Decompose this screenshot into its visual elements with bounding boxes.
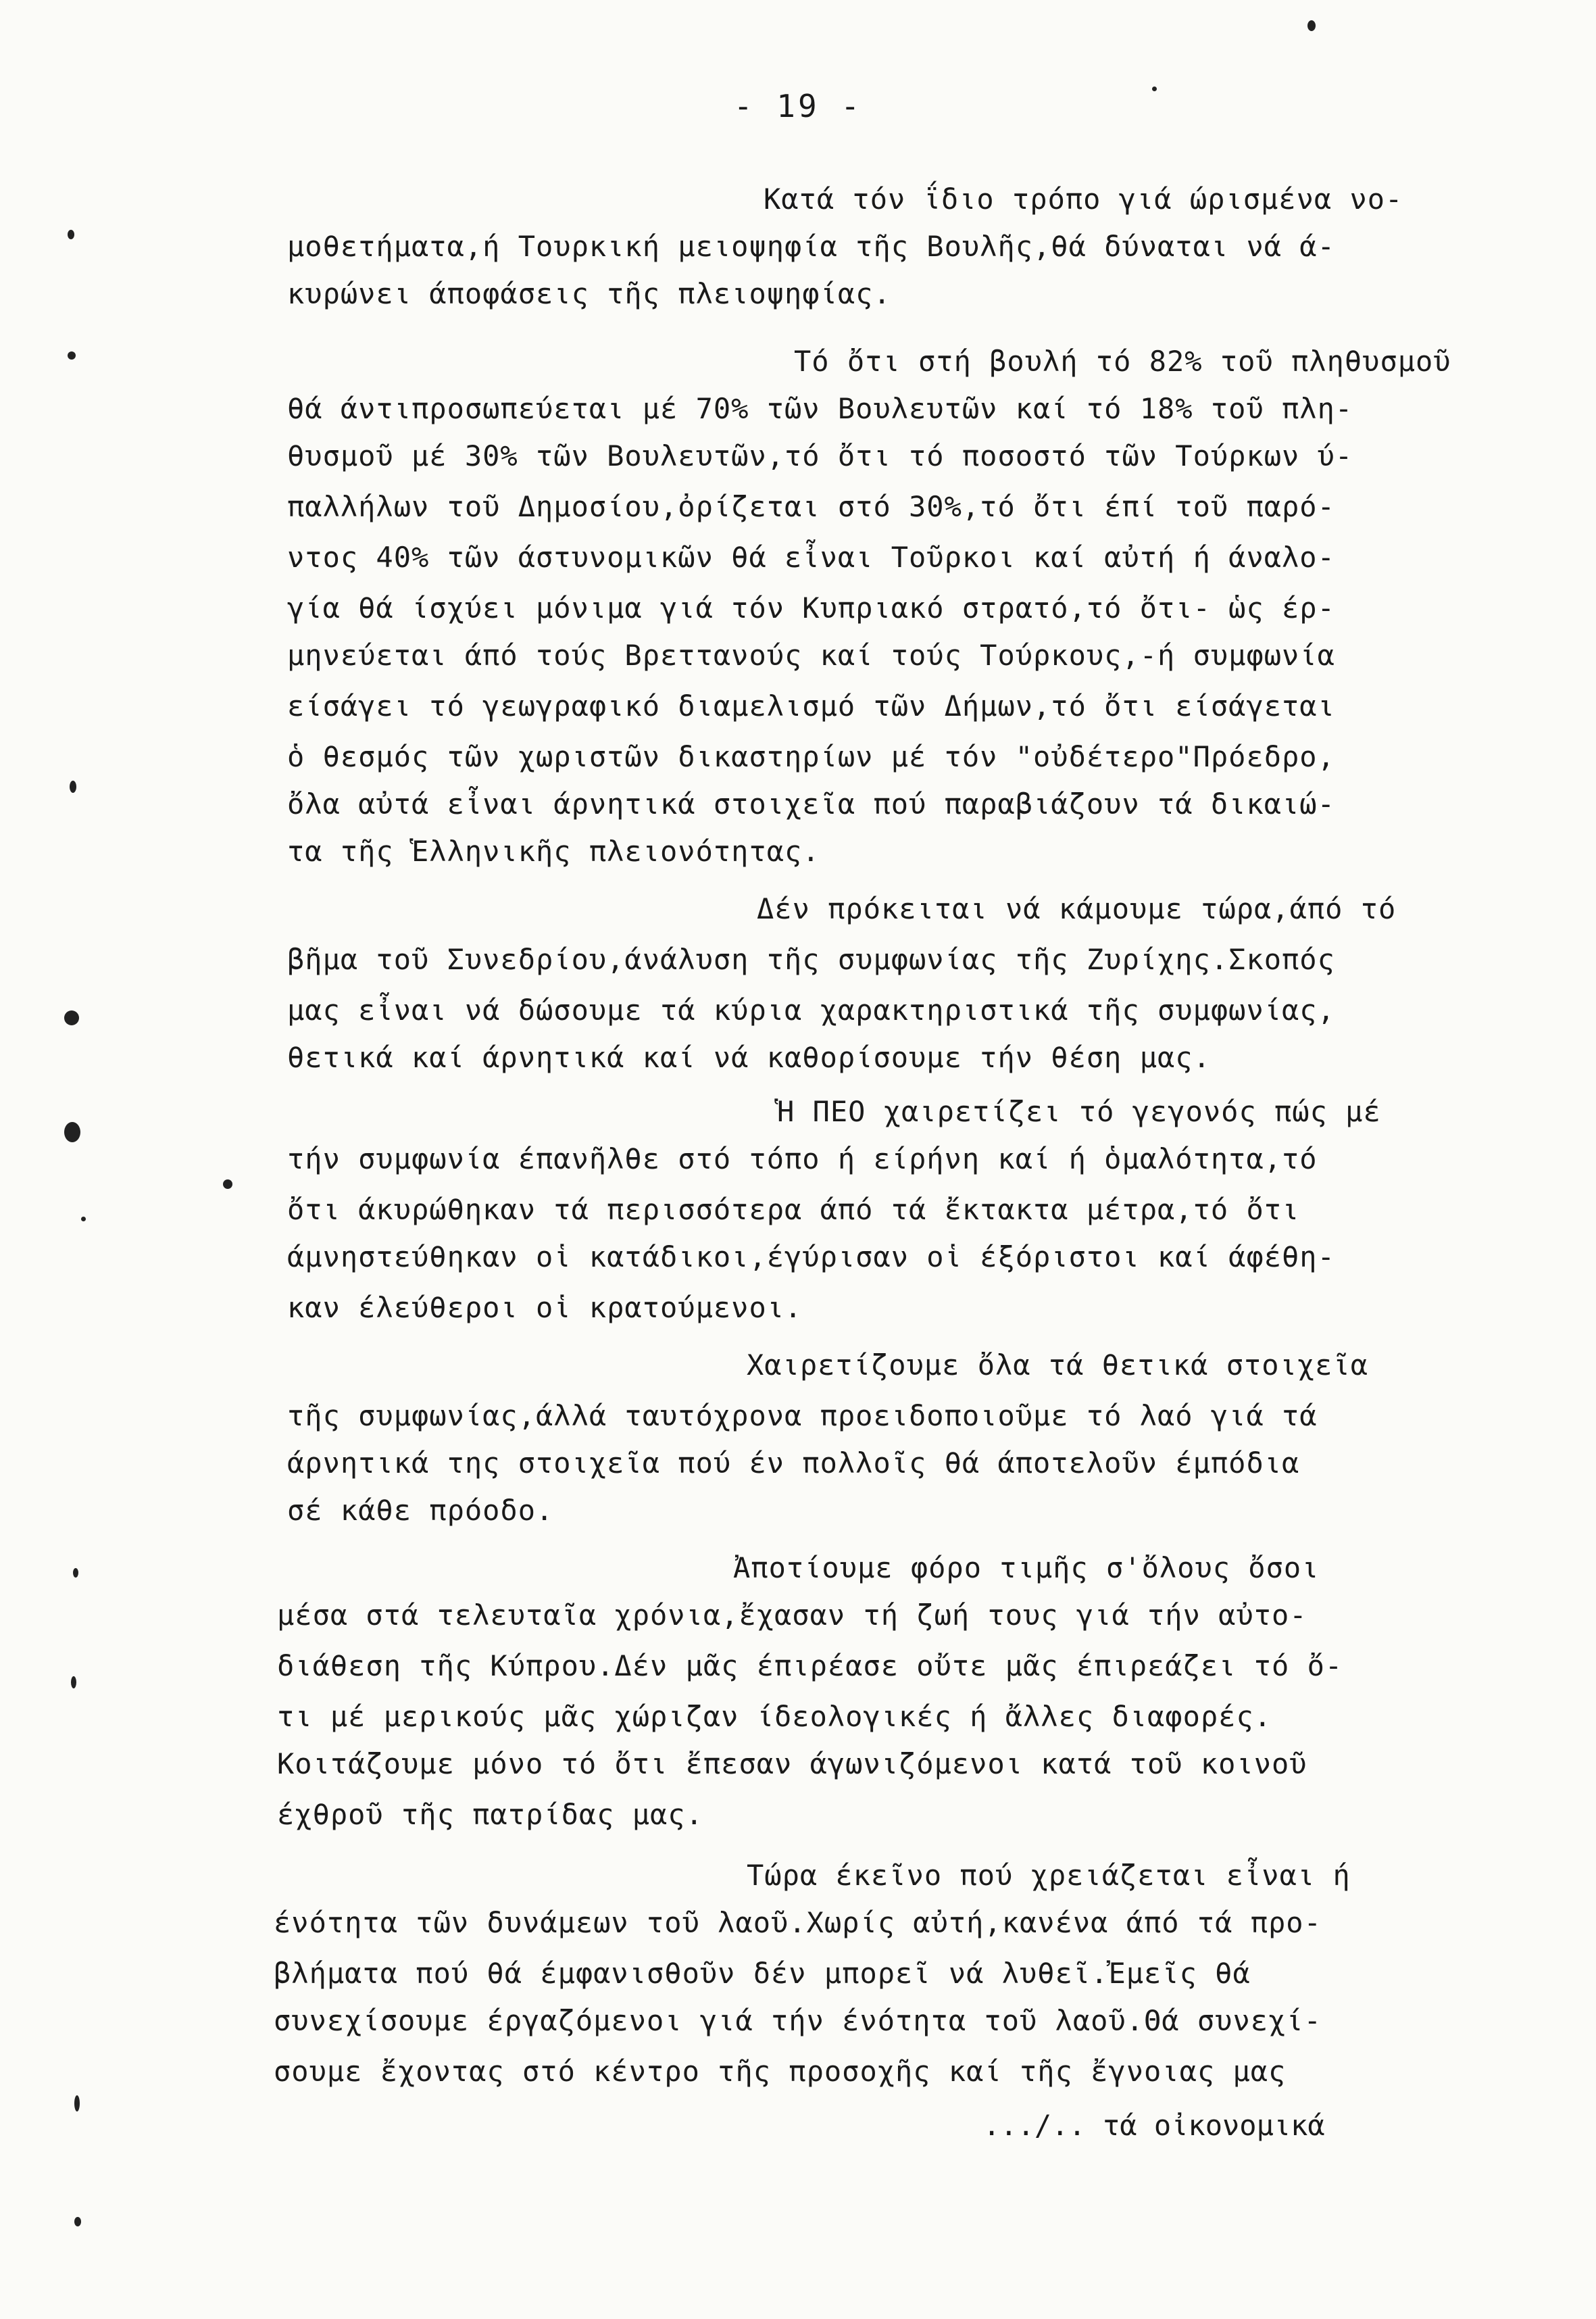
p7-line-4: συνεχίσουμε έργαζόμενοι γιά τήν ένότητα τοῦ λαοῦ.Θά συνεχί- [274, 2004, 1322, 2037]
p6-line-6: έχθροῦ τῆς πατρίδας μας. [277, 1798, 703, 1831]
scan-speck [68, 230, 74, 239]
scan-speck [1152, 87, 1157, 91]
p2-line-1: Τό ὄτι στή βουλή τό 82% τοῦ πληθυσμοῦ [794, 345, 1451, 378]
p4-line-1: Ἡ ΠΕΟ χαιρετίζει τό γεγονός πώς μέ [777, 1095, 1381, 1128]
scan-speck [70, 781, 76, 793]
p3-line-1: Δέν πρόκειται νά κάμουμε τώρα,άπό τό [757, 892, 1397, 925]
p1-line-2: μοθετήματα,ή Τουρκική μειοψηφία τῆς Βουλῆς,θά δύναται νά ά- [287, 230, 1335, 263]
p2-line-11: τα τῆς Ἑλληνικῆς πλειονότητας. [287, 835, 820, 868]
p6-line-3: διάθεση τῆς Κύπρου.Δέν μᾶς έπιρέασε οὔτε μᾶς έπιρεάζει τό ὄ- [277, 1649, 1343, 1682]
continuation-note: .../.. τά οἰκονομικά [983, 2109, 1325, 2142]
scan-speck [71, 1676, 76, 1688]
scan-speck [68, 351, 76, 360]
scan-speck [223, 1179, 232, 1189]
scan-speck [64, 1010, 79, 1025]
p2-line-10: ὄλα αὐτά εἶναι άρνητικά στοιχεῖα πού παραβιάζουν τά δικαιώ- [287, 787, 1335, 821]
p4-line-3: ὄτι άκυρώθηκαν τά περισσότερα άπό τά ἔκτακτα μέτρα,τό ὄτι [287, 1193, 1300, 1226]
scan-speck [74, 2217, 81, 2226]
scan-speck [64, 1122, 80, 1142]
p2-line-6: γία θά ίσχύει μόνιμα γιά τόν Κυπριακό στρατό,τό ὄτι- ὡς έρ- [287, 591, 1335, 625]
scan-speck [73, 1568, 78, 1578]
p3-line-3: μας εἶναι νά δώσουμε τά κύρια χαρακτηριστικά τῆς συμφωνίας, [287, 994, 1335, 1027]
p3-line-2: βῆμα τοῦ Συνεδρίου,άνάλυση τῆς συμφωνίας τῆς Ζυρίχης.Σκοπός [287, 943, 1335, 976]
p7-line-5: σουμε ἔχοντας στό κέντρο τῆς προσοχῆς καί τῆς ἔγνοιας μας [274, 2055, 1287, 2088]
p5-line-2: τῆς συμφωνίας,άλλά ταυτόχρονα προειδοποιοῦμε τό λαό γιά τά [287, 1399, 1318, 1432]
p2-line-7: μηνεύεται άπό τούς Βρεττανούς καί τούς Τούρκους,-ή συμφωνία [287, 639, 1335, 672]
p2-line-3: θυσμοῦ μέ 30% τῶν Βουλευτῶν,τό ὄτι τό ποσοστό τῶν Τούρκων ύ- [287, 439, 1353, 472]
p4-line-2: τήν συμφωνία έπανῆλθε στό τόπο ή είρήνη καί ή ὁμαλότητα,τό [287, 1142, 1318, 1175]
p6-line-1: Ἀποτίουμε φόρο τιμῆς σ'ὄλους ὄσοι [733, 1551, 1320, 1584]
p7-line-2: ένότητα τῶν δυνάμεων τοῦ λαοῦ.Χωρίς αὐτή,κανένα άπό τά προ- [274, 1906, 1322, 1939]
p6-line-2: μέσα στά τελευταῖα χρόνια,ἔχασαν τή ζωή τους γιά τήν αὐτο- [277, 1598, 1307, 1632]
p7-line-3: βλήματα πού θά έμφανισθοῦν δέν μπορεῖ νά λυθεῖ.Ἐμεῖς θά [274, 1957, 1251, 1990]
p2-line-9: ὁ θεσμός τῶν χωριστῶν δικαστηρίων μέ τόν "οὐδέτερο"Πρόεδρο, [287, 740, 1335, 773]
page-number: - 19 - [733, 88, 863, 124]
p7-line-1: Τώρα έκεῖνο πού χρειάζεται εἶναι ή [747, 1859, 1351, 1892]
p2-line-2: θά άντιπροσωπεύεται μέ 70% τῶν Βουλευτῶν καί τό 18% τοῦ πλη- [287, 392, 1353, 425]
p6-line-5: Κοιτάζουμε μόνο τό ὄτι ἔπεσαν άγωνιζόμενοι κατά τοῦ κοινοῦ [277, 1747, 1307, 1780]
p4-line-4: άμνηστεύθηκαν οἱ κατάδικοι,έγύρισαν οἱ έξόριστοι καί άφέθη- [287, 1240, 1335, 1273]
p5-line-1: Χαιρετίζουμε ὄλα τά θετικά στοιχεῖα [747, 1348, 1369, 1382]
p5-line-4: σέ κάθε πρόοδο. [287, 1494, 554, 1527]
p2-line-8: είσάγει τό γεωγραφικό διαμελισμό τῶν Δήμων,τό ὄτι είσάγεται [287, 689, 1335, 723]
p5-line-3: άρνητικά της στοιχεῖα πού έν πολλοῖς θά άποτελοῦν έμπόδια [287, 1446, 1300, 1480]
scan-speck [74, 2095, 80, 2111]
scan-speck [81, 1217, 86, 1221]
p1-line-1: Κατά τόν ΐδιο τρόπο γιά ώρισμένα νο- [764, 182, 1403, 216]
scan-speck [1307, 20, 1316, 31]
p3-line-4: θετικά καί άρνητικά καί νά καθορίσουμε τήν θέση μας. [287, 1041, 1211, 1074]
p6-line-4: τι μέ μερικούς μᾶς χώριζαν ίδεολογικές ή ἄλλες διαφορές. [277, 1700, 1272, 1733]
p1-line-3: κυρώνει άποφάσεις τῆς πλειοψηφίας. [287, 277, 891, 310]
p4-line-5: καν έλεύθεροι οἱ κρατούμενοι. [287, 1291, 803, 1324]
p2-line-4: παλλήλων τοῦ Δημοσίου,ὀρίζεται στό 30%,τό ὄτι έπί τοῦ παρό- [287, 490, 1335, 523]
p2-line-5: ντος 40% τῶν άστυνομικῶν θά εἶναι Τοῦρκοι καί αὐτή ή άναλο- [287, 541, 1335, 574]
